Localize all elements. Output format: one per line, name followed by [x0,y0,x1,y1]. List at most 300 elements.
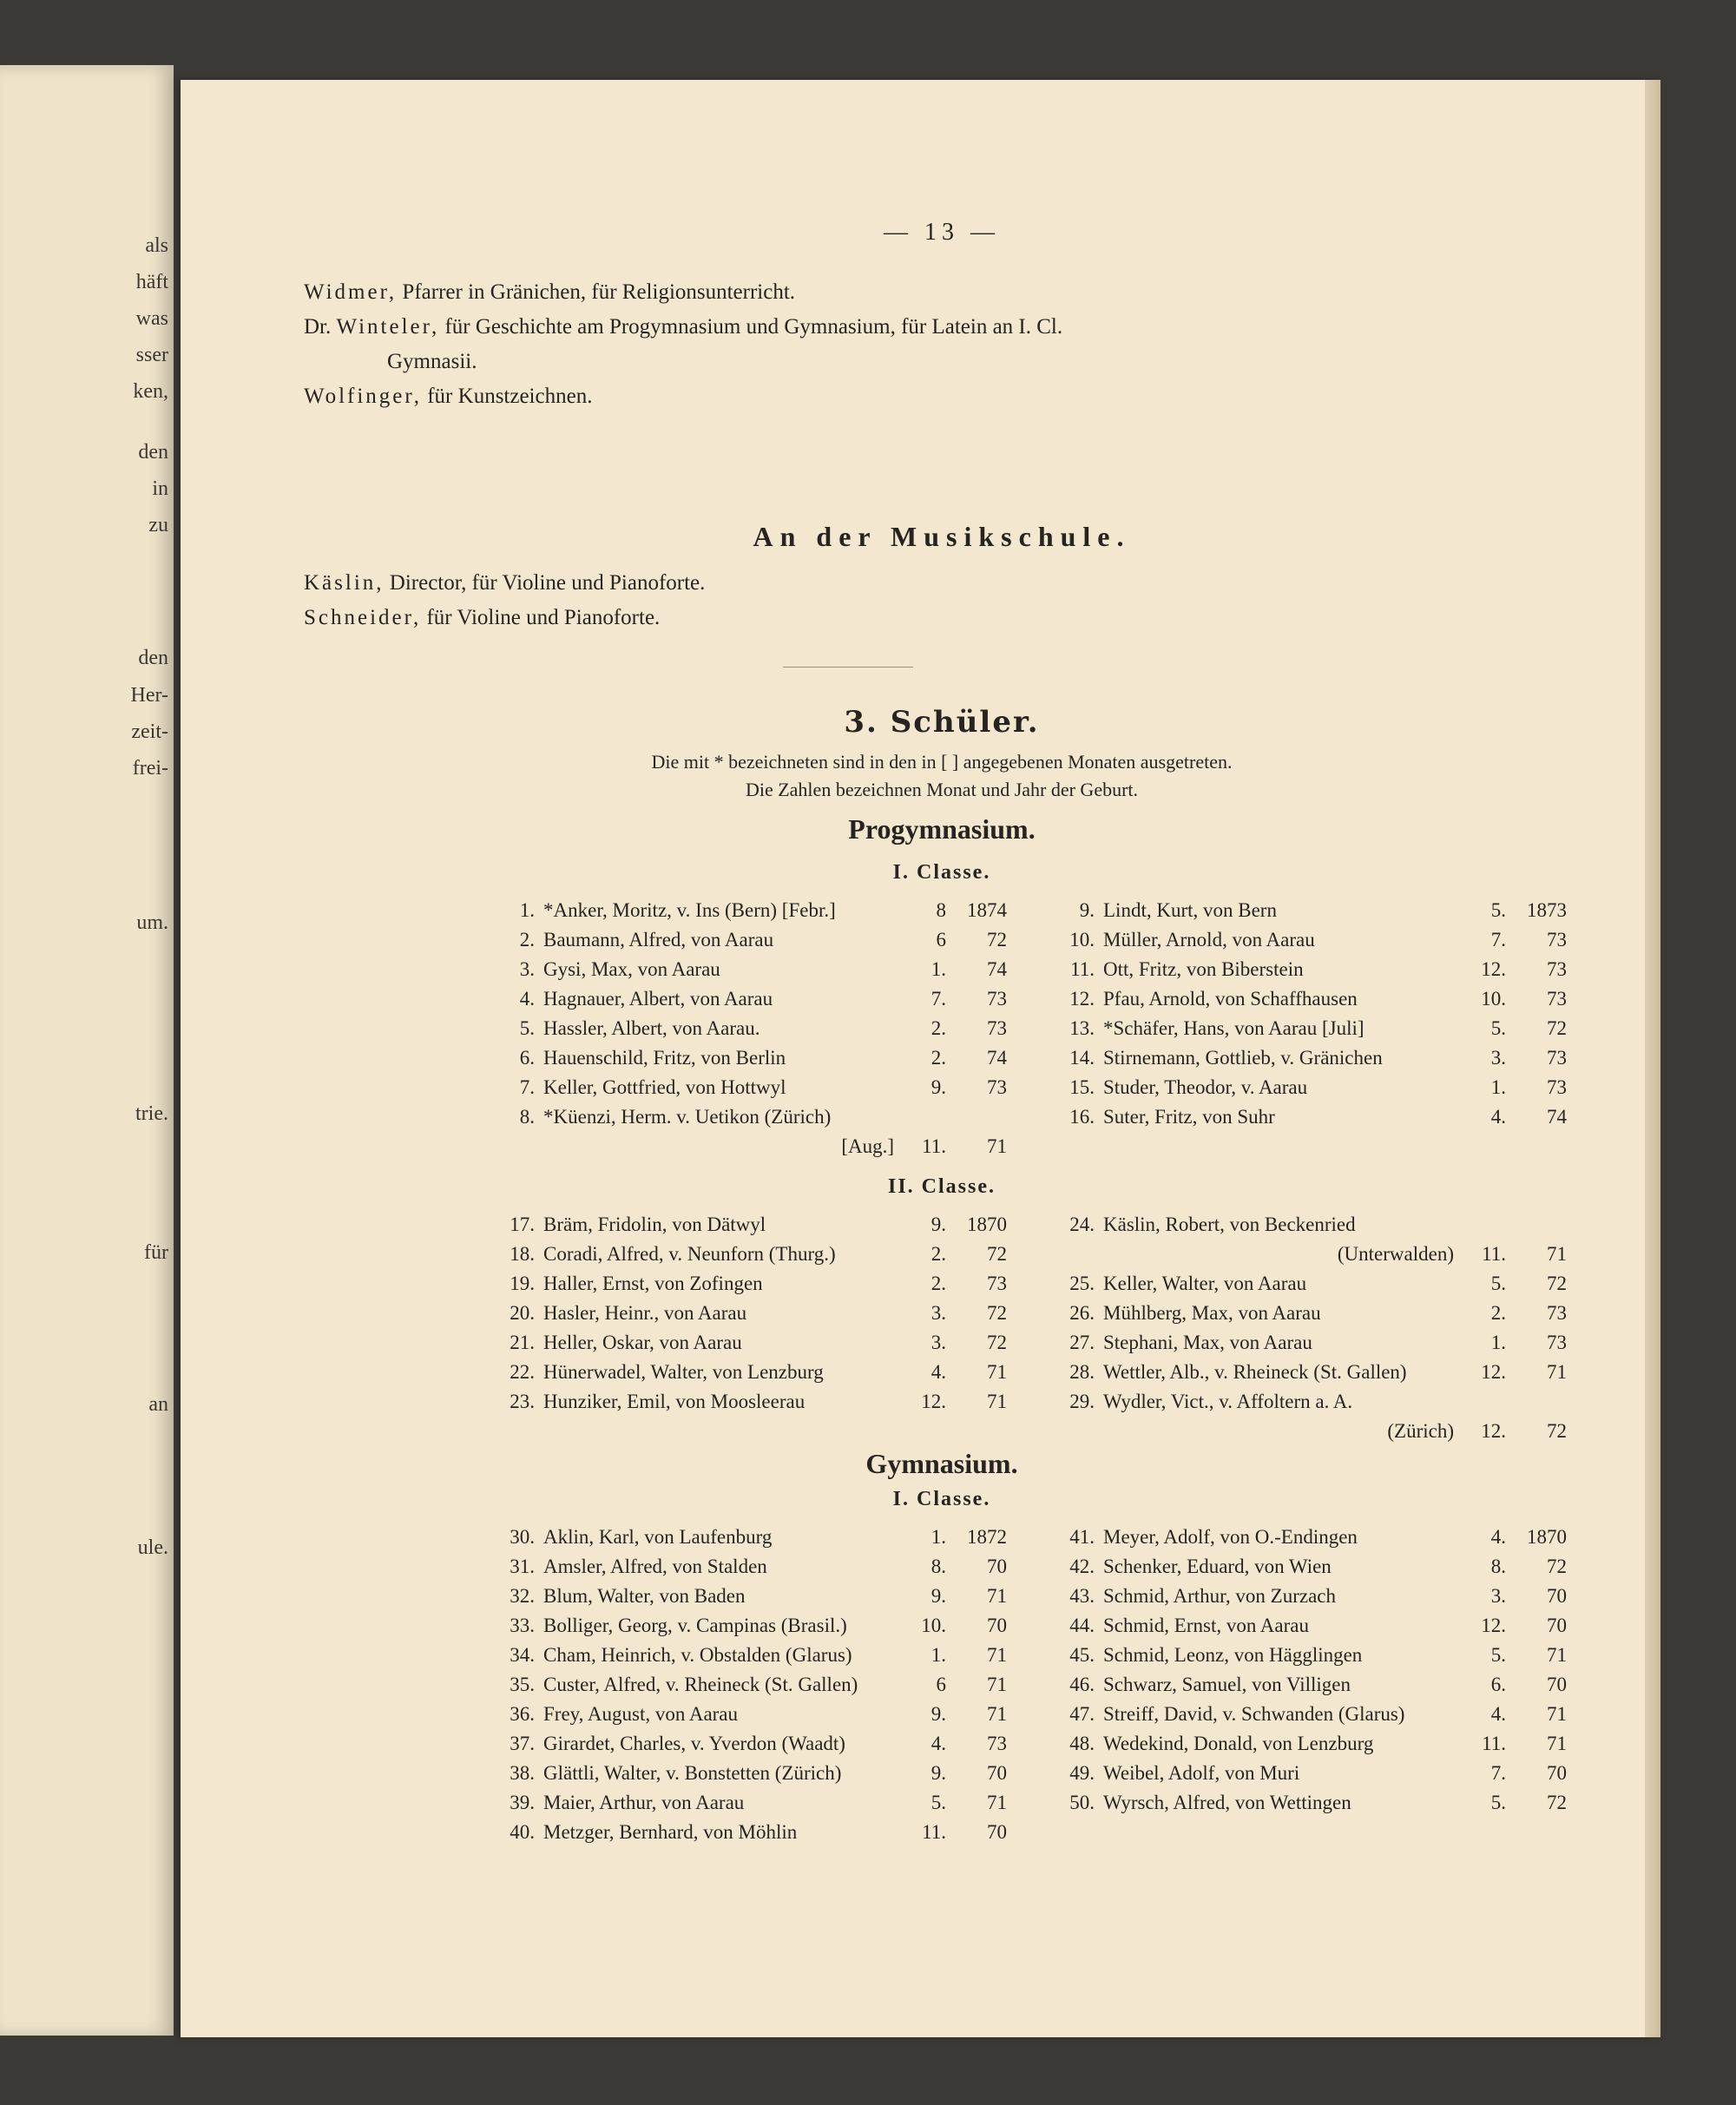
student-number: 17. [510,1214,535,1235]
teacher-entry: Schneider, für Violine und Pianoforte. [304,606,661,629]
birth-year: 74 [987,1047,1007,1069]
student-name: Custer, Alfred, v. Rheineck (St. Gallen) [543,1674,858,1695]
student-entry [486,1670,1050,1700]
student-entry [1046,1700,1610,1729]
birth-year: 70 [1547,1762,1567,1784]
birth-month: 1. [930,958,946,980]
birth-year: 71 [987,1361,1007,1383]
birth-year: 71 [1547,1361,1567,1383]
section-divider [783,667,913,668]
birth-month: 9. [930,1585,946,1607]
student-name: Wydler, Vict., v. Affoltern a. A. [1103,1391,1353,1412]
birth-year: 70 [1547,1585,1567,1607]
student-name: *Anker, Moritz, v. Ins (Bern) [Febr.] [543,899,836,921]
student-entry [1046,1299,1610,1328]
left-page-text-fragment: den [138,647,168,669]
student-entry [1046,984,1610,1014]
student-name: Käslin, Robert, von Beckenried [1103,1214,1356,1235]
student-number: 11. [1070,958,1095,980]
birth-year: 71 [987,1703,1007,1725]
student-number: 34. [510,1644,535,1666]
student-name: Keller, Gottfried, von Hottwyl [543,1076,786,1098]
student-entry [1046,1014,1610,1043]
student-number: 46. [1069,1674,1095,1695]
student-number: 8. [519,1106,535,1128]
music-teacher-list [304,566,705,635]
student-name: Hasler, Heinr., von Aarau [543,1302,747,1324]
birth-year: 73 [1547,929,1567,951]
student-number: 32. [510,1585,535,1607]
teacher-entry: Wolfinger, für Kunstzeichnen. [304,385,593,408]
student-name: Haller, Ernst, von Zofingen [543,1273,763,1294]
birth-month: 11. [922,1821,946,1843]
student-number: 39. [510,1792,535,1813]
student-number: 13. [1069,1017,1095,1039]
student-entry [486,1269,1050,1299]
student-number: 10. [1069,929,1095,951]
student-number: 15. [1069,1076,1095,1098]
left-page-text-fragment: zeit- [131,720,168,743]
student-column-right [1046,896,1610,1132]
student-column-left [486,1210,1050,1417]
birth-month: 4. [930,1733,946,1754]
left-page-text-fragment: Her- [130,684,168,707]
left-page-text-fragment: trie. [135,1102,168,1125]
birth-year: 74 [987,958,1007,980]
student-entry [486,1043,1050,1073]
student-name: Amsler, Alfred, von Stalden [543,1556,767,1577]
student-number: 25. [1069,1273,1095,1294]
left-page-text-fragment: ken, [133,380,168,403]
student-column-left [486,896,1050,1161]
student-number: 38. [510,1762,535,1784]
student-number: 22. [510,1361,535,1383]
student-number: 50. [1069,1792,1095,1813]
book-page [181,80,1660,2037]
birth-month: 12. [921,1391,946,1412]
student-number: 42. [1069,1556,1095,1577]
birth-month: 5. [1490,1792,1506,1813]
student-entry [486,1358,1050,1387]
birth-year: 70 [1547,1615,1567,1636]
student-number: 4. [519,988,535,1010]
student-name: Suter, Fritz, von Suhr [1103,1106,1275,1128]
teacher-entry: Widmer, Pfarrer in Gränichen, für Religionsunterricht. [304,280,796,304]
student-entry [1046,1387,1610,1417]
birth-month: 9. [930,1762,946,1784]
birth-year: 72 [1547,1556,1567,1577]
birth-year: 71 [1547,1243,1567,1265]
birth-month: 7. [1490,929,1506,951]
student-number: 5. [519,1017,535,1039]
student-entry [486,1328,1050,1358]
birth-month: 5. [930,1792,946,1813]
student-number: 27. [1069,1332,1095,1353]
student-name-continuation: (Zürich) [1387,1420,1454,1442]
student-name: Blum, Walter, von Baden [543,1585,746,1607]
student-entry [1046,1102,1610,1132]
page-edge [1645,80,1660,2037]
student-entry [1046,925,1610,955]
left-page-edge [0,65,174,2036]
left-page-text-fragment: was [135,307,168,330]
birth-month: 3. [930,1302,946,1324]
student-name: Schmid, Ernst, von Aarau [1103,1615,1309,1636]
student-name-continuation: (Unterwalden) [1337,1243,1454,1265]
student-name: Aklin, Karl, von Laufenburg [543,1526,773,1548]
student-entry [486,1132,1050,1161]
student-name: Keller, Walter, von Aarau [1103,1273,1307,1294]
student-number: 26. [1069,1302,1095,1324]
birth-year: 1870 [967,1214,1007,1235]
student-entry [1046,1210,1610,1240]
student-entry [486,1611,1050,1641]
birth-year: 1874 [967,899,1007,921]
birth-month: 7. [1490,1762,1506,1784]
student-number: 37. [510,1733,535,1754]
student-name: Heller, Oskar, von Aarau [543,1332,742,1353]
birth-month: 11. [1482,1733,1506,1754]
birth-year: 71 [987,1674,1007,1695]
birth-year: 70 [987,1556,1007,1577]
birth-year: 73 [1547,1076,1567,1098]
student-number: 28. [1069,1361,1095,1383]
birth-month: 11. [922,1135,946,1157]
student-entry [486,1818,1050,1847]
birth-year: 72 [1547,1420,1567,1442]
teacher-entry: Käslin, Director, für Violine und Pianoforte. [304,571,706,595]
student-number: 29. [1069,1391,1095,1412]
student-entry [486,1210,1050,1240]
student-entry [1046,1043,1610,1073]
birth-month: 3. [1490,1585,1506,1607]
left-page-text-fragment: sser [135,344,168,366]
left-page-text-fragment: in [152,477,168,500]
student-name: Girardet, Charles, v. Yverdon (Waadt) [543,1733,845,1754]
birth-month: 4. [1490,1106,1506,1128]
student-name: Stephani, Max, von Aarau [1103,1332,1312,1353]
student-name: *Schäfer, Hans, von Aarau [Juli] [1103,1017,1364,1039]
student-entry [486,1582,1050,1611]
section-title: 3. Schüler. [844,705,1040,740]
student-number: 33. [510,1615,535,1636]
student-name: Schmid, Leonz, von Hägglingen [1103,1644,1363,1666]
student-entry [486,1387,1050,1417]
student-number: 44. [1069,1615,1095,1636]
left-page-text-fragment: frei- [132,757,168,780]
birth-year: 72 [1547,1792,1567,1813]
student-number: 30. [510,1526,535,1548]
student-number: 19. [510,1273,535,1294]
student-entry [1046,1788,1610,1818]
birth-month: 12. [1481,958,1506,980]
student-name: Maier, Arthur, von Aarau [543,1792,745,1813]
left-page-text-fragment: häft [135,271,168,293]
birth-month: 4. [930,1361,946,1383]
student-name: Glättli, Walter, v. Bonstetten (Zürich) [543,1762,842,1784]
birth-month: 2. [930,1017,946,1039]
student-entry [1046,1582,1610,1611]
student-number: 49. [1069,1762,1095,1784]
student-number: 9. [1079,899,1095,921]
birth-month: 1. [1490,1076,1506,1098]
birth-month: 2. [930,1273,946,1294]
student-number: 48. [1069,1733,1095,1754]
birth-year: 73 [987,1017,1007,1039]
gymnasium-heading: Gymnasium. [865,1448,1018,1479]
student-name: Schenker, Eduard, von Wien [1103,1556,1332,1577]
student-name: Pfau, Arnold, von Schaffhausen [1103,988,1358,1010]
student-entry [1046,1729,1610,1759]
student-entry [486,1788,1050,1818]
student-number: 23. [510,1391,535,1412]
student-entry [1046,1417,1610,1446]
teacher-entry-continuation: Gymnasii. [387,350,477,373]
student-name: Weibel, Adolf, von Muri [1103,1762,1300,1784]
student-entry [486,984,1050,1014]
note-line: Die Zahlen bezeichnen Monat und Jahr der Geburt. [745,779,1139,800]
birth-year: 70 [987,1821,1007,1843]
student-name-continuation: [Aug.] [841,1135,894,1157]
student-entry [486,1523,1050,1552]
student-number: 41. [1069,1526,1095,1548]
birth-month: 5. [1490,1017,1506,1039]
student-number: 12. [1069,988,1095,1010]
student-number: 16. [1069,1106,1095,1128]
student-name: Lindt, Kurt, von Bern [1103,899,1277,921]
student-entry [486,1299,1050,1328]
student-number: 7. [519,1076,535,1098]
birth-year: 73 [987,1733,1007,1754]
page-number: — 13 — [884,219,1000,246]
left-page-text-fragment: für [144,1241,168,1264]
student-number: 35. [510,1674,535,1695]
birth-year: 73 [1547,1302,1567,1324]
left-page-text-fragment: zu [148,514,168,536]
birth-month: 1. [930,1526,946,1548]
birth-month: 7. [930,988,946,1010]
birth-year: 72 [1547,1273,1567,1294]
student-name: Schwarz, Samuel, von Villigen [1103,1674,1351,1695]
student-number: 45. [1069,1644,1095,1666]
birth-month: 5. [1490,1644,1506,1666]
student-column-right [1046,1210,1610,1446]
class-heading: II. Classe. [887,1175,996,1198]
birth-month: 10. [921,1615,946,1636]
birth-year: 71 [987,1135,1007,1157]
student-entry [486,1073,1050,1102]
birth-month: 12. [1481,1615,1506,1636]
birth-month: 4. [1490,1526,1506,1548]
student-entry [1046,1358,1610,1387]
birth-month: 1. [930,1644,946,1666]
teacher-entry: Dr. Winteler, für Geschichte am Progymnasium und Gymnasium, für Latein an I. Cl. [304,315,1063,339]
birth-year: 70 [987,1615,1007,1636]
birth-month: 1. [1490,1332,1506,1353]
student-name: Coradi, Alfred, v. Neunforn (Thurg.) [543,1243,836,1265]
student-number: 2. [519,929,535,951]
birth-year: 72 [987,1302,1007,1324]
student-name: Bräm, Fridolin, von Dätwyl [543,1214,766,1235]
student-entry [1046,1611,1610,1641]
student-name: Hauenschild, Fritz, von Berlin [543,1047,786,1069]
student-name: Müller, Arnold, von Aarau [1103,929,1315,951]
birth-year: 71 [1547,1644,1567,1666]
birth-year: 1873 [1527,899,1567,921]
student-number: 47. [1069,1703,1095,1725]
birth-month: 2. [930,1243,946,1265]
student-name: Studer, Theodor, v. Aarau [1103,1076,1308,1098]
student-entry [486,955,1050,984]
student-number: 36. [510,1703,535,1725]
birth-year: 73 [1547,988,1567,1010]
birth-month: 9. [930,1703,946,1725]
birth-month: 2. [930,1047,946,1069]
class-heading: I. Classe. [892,861,991,884]
student-name: Ott, Fritz, von Biberstein [1103,958,1304,980]
student-name: Hunziker, Emil, von Moosleerau [543,1391,806,1412]
student-entry [1046,1552,1610,1582]
birth-month: 8. [1490,1556,1506,1577]
birth-year: 73 [1547,958,1567,980]
birth-year: 73 [987,1273,1007,1294]
student-name: Frey, August, von Aarau [543,1703,739,1725]
birth-month: 10. [1481,988,1506,1010]
student-entry [1046,1523,1610,1552]
student-name: Wedekind, Donald, von Lenzburg [1103,1733,1374,1754]
birth-year: 70 [987,1762,1007,1784]
progymnasium-heading: Progymnasium. [848,813,1036,845]
birth-month: 6 [936,929,946,951]
student-number: 40. [510,1821,535,1843]
student-name: Meyer, Adolf, von O.-Endingen [1103,1526,1358,1548]
teacher-list [304,275,1062,414]
student-entry [1046,1328,1610,1358]
student-name: Hagnauer, Albert, von Aarau [543,988,773,1010]
birth-month: 6. [1490,1674,1506,1695]
student-name: Schmid, Arthur, von Zurzach [1103,1585,1336,1607]
left-page-text-fragment: ule. [137,1536,168,1559]
student-number: 31. [510,1556,535,1577]
birth-year: 70 [1547,1674,1567,1695]
birth-year: 73 [1547,1047,1567,1069]
student-name: Wyrsch, Alfred, von Wettingen [1103,1792,1351,1813]
student-number: 21. [510,1332,535,1353]
birth-month: 8 [936,899,946,921]
birth-year: 1870 [1527,1526,1567,1548]
student-number: 24. [1069,1214,1095,1235]
birth-year: 71 [987,1644,1007,1666]
student-entry [486,1014,1050,1043]
birth-month: 9. [930,1076,946,1098]
birth-year: 1872 [967,1526,1007,1548]
student-entry [1046,955,1610,984]
student-entry [486,1641,1050,1670]
birth-year: 73 [987,1076,1007,1098]
student-name: Stirnemann, Gottlieb, v. Gränichen [1103,1047,1383,1069]
birth-month: 12. [1481,1420,1506,1442]
birth-month: 4. [1490,1703,1506,1725]
birth-month: 8. [930,1556,946,1577]
student-entry [1046,896,1610,925]
birth-month: 5. [1490,1273,1506,1294]
student-name: Streiff, David, v. Schwanden (Glarus) [1103,1703,1405,1725]
note-line: Die mit * bezeichneten sind in den in [ ] angegebenen Monaten ausgetreten. [651,751,1233,773]
birth-year: 71 [1547,1703,1567,1725]
birth-month: 2. [1490,1302,1506,1324]
class-heading: I. Classe. [892,1488,991,1510]
student-name: Bolliger, Georg, v. Campinas (Brasil.) [543,1615,847,1636]
student-entry [486,1759,1050,1788]
birth-month: 5. [1490,899,1506,921]
birth-year: 72 [1547,1017,1567,1039]
student-entry [486,1102,1050,1132]
section-notes [304,748,1580,804]
birth-year: 71 [987,1585,1007,1607]
birth-month: 9. [930,1214,946,1235]
student-entry [486,1700,1050,1729]
birth-month: 11. [1482,1243,1506,1265]
student-number: 3. [519,958,535,980]
student-entry [486,1729,1050,1759]
birth-year: 72 [987,1243,1007,1265]
student-column-right [1046,1523,1610,1818]
student-entry [1046,1670,1610,1700]
student-name: Cham, Heinrich, v. Obstalden (Glarus) [543,1644,852,1666]
birth-year: 71 [1547,1733,1567,1754]
student-name: *Küenzi, Herm. v. Uetikon (Zürich) [543,1106,832,1128]
student-number: 6. [519,1047,535,1069]
left-page-text-fragment: als [145,234,168,257]
student-name: Wettler, Alb., v. Rheineck (St. Gallen) [1103,1361,1407,1383]
birth-year: 73 [1547,1332,1567,1353]
student-name: Gysi, Max, von Aarau [543,958,720,980]
student-name: Baumann, Alfred, von Aarau [543,929,774,951]
birth-year: 71 [987,1792,1007,1813]
student-number: 14. [1069,1047,1095,1069]
student-entry [1046,1073,1610,1102]
student-entry [486,1552,1050,1582]
music-school-heading: An der Musikschule. [753,521,1131,552]
left-page-text-fragment: um. [136,911,168,934]
birth-month: 12. [1481,1361,1506,1383]
student-entry [1046,1641,1610,1670]
student-name: Metzger, Bernhard, von Möhlin [543,1821,798,1843]
student-name: Hassler, Albert, von Aarau. [543,1017,760,1039]
student-column-left [486,1523,1050,1847]
birth-year: 72 [987,929,1007,951]
student-number: 1. [519,899,535,921]
left-page-text-fragment: den [138,441,168,464]
birth-year: 72 [987,1332,1007,1353]
birth-year: 73 [987,988,1007,1010]
birth-month: 3. [930,1332,946,1353]
student-name: Hünerwadel, Walter, von Lenzburg [543,1361,824,1383]
birth-year: 74 [1547,1106,1567,1128]
birth-month: 6 [936,1674,946,1695]
student-number: 43. [1069,1585,1095,1607]
student-number: 18. [510,1243,535,1265]
birth-month: 3. [1490,1047,1506,1069]
birth-year: 71 [987,1391,1007,1412]
student-entry [1046,1240,1610,1269]
student-entry [486,896,1050,925]
student-entry [1046,1759,1610,1788]
student-entry [1046,1269,1610,1299]
left-page-text-fragment: an [148,1393,168,1416]
student-entry [486,925,1050,955]
student-name: Mühlberg, Max, von Aarau [1103,1302,1321,1324]
